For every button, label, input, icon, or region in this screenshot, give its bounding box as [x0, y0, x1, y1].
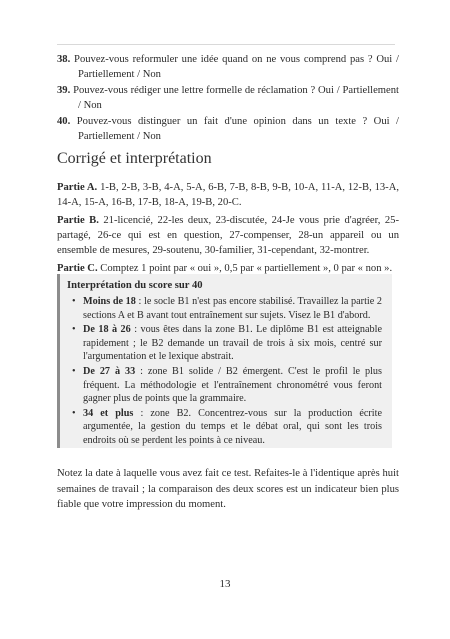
part-answers: 1-B, 2-B, 3-B, 4-A, 5-A, 6-B, 7-B, 8-B, 9-B, 10-A, 11-A, 12-B, 13-A, 14-A, 15-A, 16-B, 17-B, 18-A, 19-B, 20-C.: [57, 182, 399, 208]
bullet-icon: •: [72, 296, 76, 307]
question-number: 40.: [57, 116, 71, 127]
question-text: Pouvez-vous reformuler une idée quand on ne vous comprend pas ? Oui / Partiellement / Non: [74, 54, 399, 80]
list-item: [67, 407, 382, 448]
interpretation-list: [67, 295, 382, 448]
question-text: Pouvez-vous distinguer un fait d'une opinion dans un texte ? Oui / Partiellement / Non: [76, 116, 399, 142]
part-label: Partie A.: [57, 182, 98, 193]
list-item: [67, 365, 382, 406]
score-range: De 18 à 26: [83, 324, 131, 336]
bullet-icon: •: [72, 407, 76, 419]
bullet-icon: •: [72, 365, 76, 377]
part-label: Partie B.: [57, 215, 99, 226]
answer-key: [57, 180, 399, 279]
list-item: [67, 323, 382, 364]
part-answers: 21-licencié, 22-les deux, 23-discutée, 24-Je vous prie d'agréer, 25-partagé, 26-ce qui est en question, 27-compenser, 28-un appareil ou un ensemble de mesures, 29-soutenu, 30-familier, 31-cependant, 32-montrer.: [57, 215, 399, 256]
score-range: De 27 à 33: [83, 365, 136, 377]
score-advice: : le socle B1 n'est pas encore stabilisé. Travaillez la partie 2 sections A et B avant tout entraînement sur sujets. Visez le B1 d'abord.: [83, 296, 382, 321]
question-38: [57, 52, 399, 82]
closing-paragraph: Notez la date à laquelle vous avez fait ce test. Refaites-le à l'identique après huit semaines de travail ; la comparaison des deux scores est un indicateur bien plus fiable que votre impression du moment.: [57, 468, 399, 510]
question-number: 39.: [57, 85, 71, 96]
part-answers: Comptez 1 point par « oui », 0,5 par « partiellement », 0 par « non ».: [100, 263, 393, 274]
score-range: Moins de 18: [83, 296, 136, 307]
score-range: 34 et plus: [83, 407, 134, 419]
answer-key-part-a: [57, 180, 399, 210]
question-list: [57, 52, 399, 145]
score-advice: : zone B2. Concentrez-vous sur la production écrite argumentée, la gestion du temps et le débat oral, qui sont les trois endroits où se perdent les points à ce niveau.: [83, 407, 382, 446]
page-number: 13: [219, 578, 231, 590]
section-title: Corrigé et interprétation: [57, 150, 212, 167]
score-advice: : vous êtes dans la zone B1. Le diplôme B1 est atteignable rapidement ; le B2 demande un travail de trois à six mois, centré sur l'argumentation et le lexique abstrait.: [83, 324, 382, 363]
question-number: 38.: [57, 54, 71, 65]
question-text: Pouvez-vous rédiger une lettre formelle de réclamation ? Oui / Partiellement / Non: [73, 85, 399, 111]
list-item: [67, 295, 382, 322]
question-40: [57, 114, 399, 144]
part-label: Partie C.: [57, 263, 98, 274]
question-39: [57, 83, 399, 113]
interpretation-title: Interprétation du score sur 40: [67, 280, 203, 291]
top-divider: [57, 44, 395, 45]
answer-key-part-b: [57, 213, 399, 258]
bullet-icon: •: [72, 324, 76, 336]
score-advice: : zone B1 solide / B2 émergent. C'est le profil le plus fréquent. La méthodologie et l'entraînement chronométré vous feront gagner plus de points que la grammaire.: [83, 365, 382, 405]
interpretation-box: [57, 274, 392, 448]
